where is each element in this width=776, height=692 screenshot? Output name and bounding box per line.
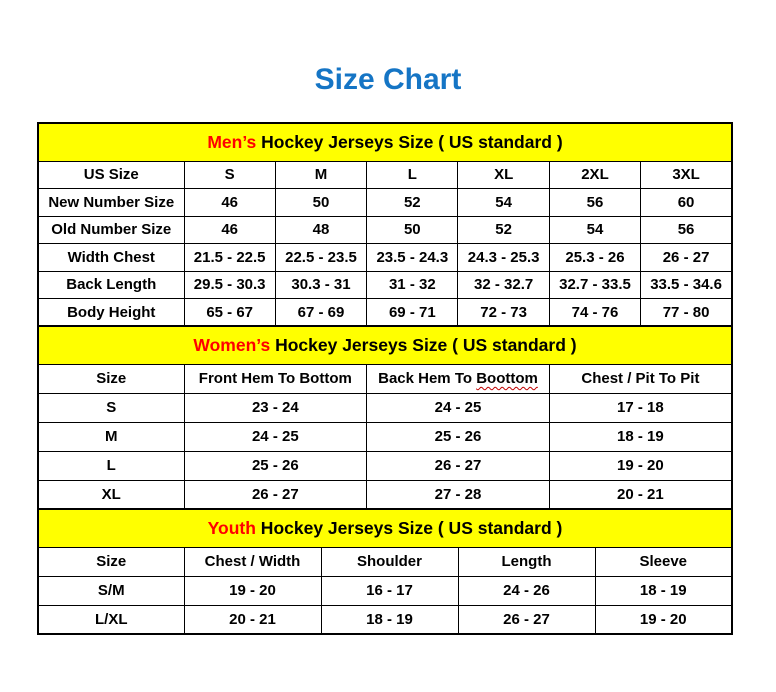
mens-band-row (38, 123, 732, 161)
row-header: Old Number Size (38, 216, 184, 244)
table-cell: 23 - 24 (184, 393, 367, 422)
column-header: Size (38, 364, 184, 393)
table-cell: 21.5 - 22.5 (184, 244, 275, 272)
table-cell: 20 - 21 (184, 605, 321, 634)
table-cell: 19 - 20 (184, 576, 321, 605)
youth-band-red-word: Youth (207, 517, 256, 538)
column-header: Length (458, 547, 595, 576)
column-header-row (38, 364, 732, 393)
column-header: M (275, 161, 366, 189)
column-header: L (367, 161, 458, 189)
table-cell: 24.3 - 25.3 (458, 244, 549, 272)
table-cell: 50 (367, 216, 458, 244)
table-cell: 25 - 26 (367, 422, 550, 451)
table-cell: 65 - 67 (184, 299, 275, 327)
column-header: Sleeve (595, 547, 732, 576)
column-header: Chest / Pit To Pit (549, 364, 732, 393)
table-row (38, 605, 732, 634)
page-title: Size Chart (314, 63, 462, 96)
table-cell: 74 - 76 (549, 299, 640, 327)
column-header: XL (458, 161, 549, 189)
table-cell: 33.5 - 34.6 (641, 271, 732, 299)
table-cell: 24 - 25 (184, 422, 367, 451)
table-cell: 19 - 20 (595, 605, 732, 634)
womens-band-row (38, 326, 732, 364)
table-cell: 60 (641, 189, 732, 217)
table-cell: 77 - 80 (641, 299, 732, 327)
youth-band-header (38, 509, 732, 547)
table-row (38, 244, 732, 272)
table-cell: 26 - 27 (458, 605, 595, 634)
column-header: US Size (38, 161, 184, 189)
row-header: L/XL (38, 605, 184, 634)
table-cell: 18 - 19 (549, 422, 732, 451)
table-row (38, 576, 732, 605)
column-header: 2XL (549, 161, 640, 189)
table-cell: 69 - 71 (367, 299, 458, 327)
table-cell: 54 (458, 189, 549, 217)
column-header: Size (38, 547, 184, 576)
table-cell: 24 - 26 (458, 576, 595, 605)
youth-band-row (38, 509, 732, 547)
table-row (38, 480, 732, 509)
table-cell: 22.5 - 23.5 (275, 244, 366, 272)
column-header: 3XL (641, 161, 732, 189)
mens-band-header (38, 123, 732, 161)
table-cell: 26 - 27 (367, 451, 550, 480)
table-cell: 67 - 69 (275, 299, 366, 327)
womens-band-rest: Hockey Jerseys Size ( US standard ) (270, 334, 577, 355)
table-row (38, 393, 732, 422)
table-cell: 56 (641, 216, 732, 244)
table-cell: 24 - 25 (367, 393, 550, 422)
row-header: M (38, 422, 184, 451)
table-cell: 18 - 19 (595, 576, 732, 605)
table-row (38, 451, 732, 480)
table-cell: 18 - 19 (321, 605, 458, 634)
table-cell: 26 - 27 (641, 244, 732, 272)
size-tables-container (37, 122, 733, 635)
mens-table-body (38, 161, 732, 326)
table-cell: 31 - 32 (367, 271, 458, 299)
row-header: New Number Size (38, 189, 184, 217)
table-cell: 26 - 27 (184, 480, 367, 509)
row-header: Body Height (38, 299, 184, 327)
misspelled-word: Boottom (476, 370, 538, 387)
table-cell: 46 (184, 216, 275, 244)
womens-size-table (37, 325, 733, 510)
mens-band-red-word: Men’s (207, 131, 257, 152)
mens-band-rest: Hockey Jerseys Size ( US standard ) (256, 131, 563, 152)
table-cell: 23.5 - 24.3 (367, 244, 458, 272)
table-cell: 27 - 28 (367, 480, 550, 509)
column-header: Chest / Width (184, 547, 321, 576)
row-header: S/M (38, 576, 184, 605)
table-cell: 52 (367, 189, 458, 217)
table-cell: 17 - 18 (549, 393, 732, 422)
table-cell: 25.3 - 26 (549, 244, 640, 272)
column-header-row (38, 547, 732, 576)
youth-table-body (38, 547, 732, 634)
table-cell: 32.7 - 33.5 (549, 271, 640, 299)
youth-size-table (37, 508, 733, 635)
table-cell: 50 (275, 189, 366, 217)
row-header: L (38, 451, 184, 480)
row-header: Back Length (38, 271, 184, 299)
table-cell: 72 - 73 (458, 299, 549, 327)
row-header: S (38, 393, 184, 422)
table-cell: 54 (549, 216, 640, 244)
table-cell: 46 (184, 189, 275, 217)
column-header: S (184, 161, 275, 189)
column-header: Back Hem To Boottom (367, 364, 550, 393)
table-cell: 32 - 32.7 (458, 271, 549, 299)
row-header: XL (38, 480, 184, 509)
table-row (38, 299, 732, 327)
table-cell: 56 (549, 189, 640, 217)
column-header: Shoulder (321, 547, 458, 576)
table-row (38, 271, 732, 299)
table-cell: 48 (275, 216, 366, 244)
row-header: Width Chest (38, 244, 184, 272)
youth-band-rest: Hockey Jerseys Size ( US standard ) (255, 517, 563, 538)
table-row (38, 216, 732, 244)
table-cell: 29.5 - 30.3 (184, 271, 275, 299)
table-cell: 52 (458, 216, 549, 244)
table-row (38, 422, 732, 451)
table-cell: 16 - 17 (321, 576, 458, 605)
table-cell: 30.3 - 31 (275, 271, 366, 299)
column-header: Front Hem To Bottom (184, 364, 367, 393)
womens-band-red-word: Women’s (193, 334, 271, 355)
table-cell: 20 - 21 (549, 480, 732, 509)
mens-size-table (37, 122, 733, 327)
table-cell: 19 - 20 (549, 451, 732, 480)
column-header-row (38, 161, 732, 189)
womens-table-body (38, 364, 732, 509)
womens-band-header (38, 326, 732, 364)
table-cell: 25 - 26 (184, 451, 367, 480)
table-row (38, 189, 732, 217)
